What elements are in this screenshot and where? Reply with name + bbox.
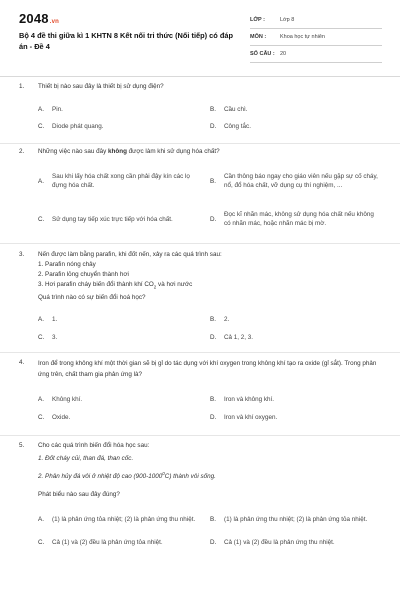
option-label: C. xyxy=(38,123,45,130)
meta-key: LỚP : xyxy=(250,17,265,23)
meta-table xyxy=(250,12,382,63)
question-text-part: Những việc nào sau đây xyxy=(38,148,109,155)
logo-suffix: .vn xyxy=(49,19,60,25)
option-text: Iron và khí oxygen. xyxy=(224,413,278,421)
option-a[interactable] xyxy=(38,390,210,408)
option-label: C. xyxy=(38,333,45,341)
option-text: Diode phát quang. xyxy=(52,123,104,130)
option-c[interactable] xyxy=(38,328,210,346)
question-3 xyxy=(0,244,400,353)
option-b[interactable] xyxy=(210,101,382,118)
question-text-part: được làm khi sử dụng hóa chất? xyxy=(126,148,220,155)
option-d[interactable] xyxy=(210,202,382,236)
process-text: C) thành vôi sống. xyxy=(164,473,216,481)
option-text: Cả (1) và (2) đều là phản ứng tỏa nhiệt. xyxy=(52,538,163,546)
option-label: D. xyxy=(210,413,217,421)
option-text: 1. xyxy=(52,315,58,323)
question-2 xyxy=(0,144,400,244)
question-number: 4. xyxy=(19,359,25,367)
option-label: A. xyxy=(38,315,44,323)
process-line-1: 1. Parafin nóng chảy xyxy=(38,261,96,268)
option-b[interactable] xyxy=(210,310,382,328)
question-text: Nến được làm bằng parafin, khi đốt nến, xảy ra các quá trình sau: xyxy=(38,251,222,258)
meta-value: 20 xyxy=(280,51,287,57)
option-text: Cầu chì. xyxy=(224,106,248,113)
process-text: 3. Hơi parafin cháy biến đổi thành khí CO xyxy=(38,281,154,288)
option-c[interactable] xyxy=(38,533,210,551)
option-c[interactable] xyxy=(38,118,210,135)
option-c[interactable] xyxy=(38,408,210,426)
option-a[interactable] xyxy=(38,164,210,198)
option-label: C. xyxy=(38,538,45,546)
option-text: Pin. xyxy=(52,106,63,113)
option-text: Sử dụng tay tiếp xúc trực tiếp với hóa chất. xyxy=(52,215,173,223)
question-text xyxy=(38,147,382,156)
option-label: D. xyxy=(210,538,217,546)
question-subtext: Quá trình nào có sự biến đổi hoá học? xyxy=(38,294,146,302)
option-text: Không khí. xyxy=(52,395,83,403)
option-label: A. xyxy=(38,515,44,523)
options xyxy=(38,390,382,426)
question-5 xyxy=(0,436,400,551)
option-d[interactable] xyxy=(210,328,382,346)
option-a[interactable] xyxy=(38,310,210,328)
page-title: Bộ 4 đề thi giữa kì 1 KHTN 8 Kết nối tri thức (Nối tiếp) có đáp án - Đề 4 xyxy=(19,31,233,51)
option-d[interactable] xyxy=(210,533,382,551)
option-label: A. xyxy=(38,106,44,113)
option-text: (1) là phản ứng tỏa nhiệt; (2) là phản ứng thu nhiệt. xyxy=(52,515,196,523)
process-text: 2. Phân hủy đá vôi ở nhiệt độ cao (900-1000 xyxy=(38,473,163,481)
question-number: 5. xyxy=(19,442,25,450)
option-text: Sau khi lấy hóa chất xong cần phải đậy kín các lọ đựng hóa chất. xyxy=(52,173,190,189)
question-list xyxy=(0,79,400,551)
header-divider xyxy=(0,76,400,77)
option-label: B. xyxy=(210,106,216,113)
option-text: Cả 1, 2, 3. xyxy=(224,333,254,341)
option-label: B. xyxy=(210,395,216,403)
option-text: Cần thông báo ngay cho giáo viên nếu gặp sự cố cháy, nổ, đổ hóa chất, vỡ dụng cụ thí nghiệm, ... xyxy=(224,173,378,189)
option-label: B. xyxy=(210,177,216,185)
option-b[interactable] xyxy=(210,164,382,198)
question-text: Cho các quá trình biến đổi hóa học sau: xyxy=(38,442,150,450)
option-b[interactable] xyxy=(210,507,382,531)
options xyxy=(38,101,382,135)
subscript: 2 xyxy=(153,284,157,290)
options xyxy=(38,507,382,551)
logo-text: 2048 xyxy=(19,11,49,26)
option-text: (1) là phản ứng thu nhiệt; (2) là phản ứng tỏa nhiệt. xyxy=(224,515,368,523)
question-subtext: Phát biểu nào sau đây đúng? xyxy=(38,491,120,499)
option-a[interactable] xyxy=(38,101,210,118)
process-line-1: 1. Đốt cháy củi, than đá, than cốc. xyxy=(38,455,134,463)
option-text: Đọc kĩ nhãn mác, không sử dụng hóa chất nếu không có nhãn mác, hoặc nhãn mác bị mờ. xyxy=(224,211,374,227)
option-label: B. xyxy=(210,515,216,523)
option-text: Iron và không khí. xyxy=(224,395,275,403)
option-d[interactable] xyxy=(210,118,382,135)
superscript: 0 xyxy=(162,471,165,477)
question-1 xyxy=(0,79,400,144)
option-label: D. xyxy=(210,123,217,130)
site-logo[interactable] xyxy=(19,11,59,26)
option-label: D. xyxy=(210,333,217,341)
process-line-3 xyxy=(38,280,400,291)
question-text: Iron để trong không khí một thời gian sẽ bị gỉ do tác dụng với khí oxygen trong không khí tạo ra oxide (gỉ sắt). Trong phản ứng trên, chất tham gia phản ứng là? xyxy=(38,360,377,379)
option-label: D. xyxy=(210,215,217,223)
question-text-emphasis: không xyxy=(108,148,127,155)
option-label: A. xyxy=(38,177,44,185)
options xyxy=(38,164,382,236)
meta-value: Khoa học tự nhiên xyxy=(280,34,325,40)
option-label: A. xyxy=(38,395,44,403)
meta-row-class xyxy=(250,12,382,29)
option-text: Oxide. xyxy=(52,413,71,421)
option-label: C. xyxy=(38,413,45,421)
option-c[interactable] xyxy=(38,202,210,236)
process-text: và hơi nước xyxy=(156,281,193,288)
process-line-2 xyxy=(38,469,400,481)
option-d[interactable] xyxy=(210,408,382,426)
question-number: 2. xyxy=(19,148,25,155)
options xyxy=(38,310,382,346)
option-text: Cả (1) và (2) đều là phản ứng thu nhiệt. xyxy=(224,538,335,546)
option-text: 3. xyxy=(52,333,58,341)
meta-value: Lớp 8 xyxy=(280,17,295,23)
process-line-2: 2. Parafin lỏng chuyển thành hơi xyxy=(38,271,129,278)
meta-row-subject xyxy=(250,29,382,46)
option-text: Công tắc. xyxy=(224,123,251,130)
option-label: B. xyxy=(210,315,216,323)
option-label: C. xyxy=(38,215,45,223)
question-number: 3. xyxy=(19,251,25,258)
option-text: 2. xyxy=(224,315,230,323)
meta-key: MÔN : xyxy=(250,34,267,40)
option-b[interactable] xyxy=(210,390,382,408)
meta-key: SỐ CÂU : xyxy=(250,51,275,57)
question-number: 1. xyxy=(19,83,25,90)
meta-row-count xyxy=(250,46,382,63)
question-4 xyxy=(0,353,400,436)
question-text: Thiết bị nào sau đây là thiết bị sử dụng điện? xyxy=(38,83,164,90)
option-a[interactable] xyxy=(38,507,210,531)
